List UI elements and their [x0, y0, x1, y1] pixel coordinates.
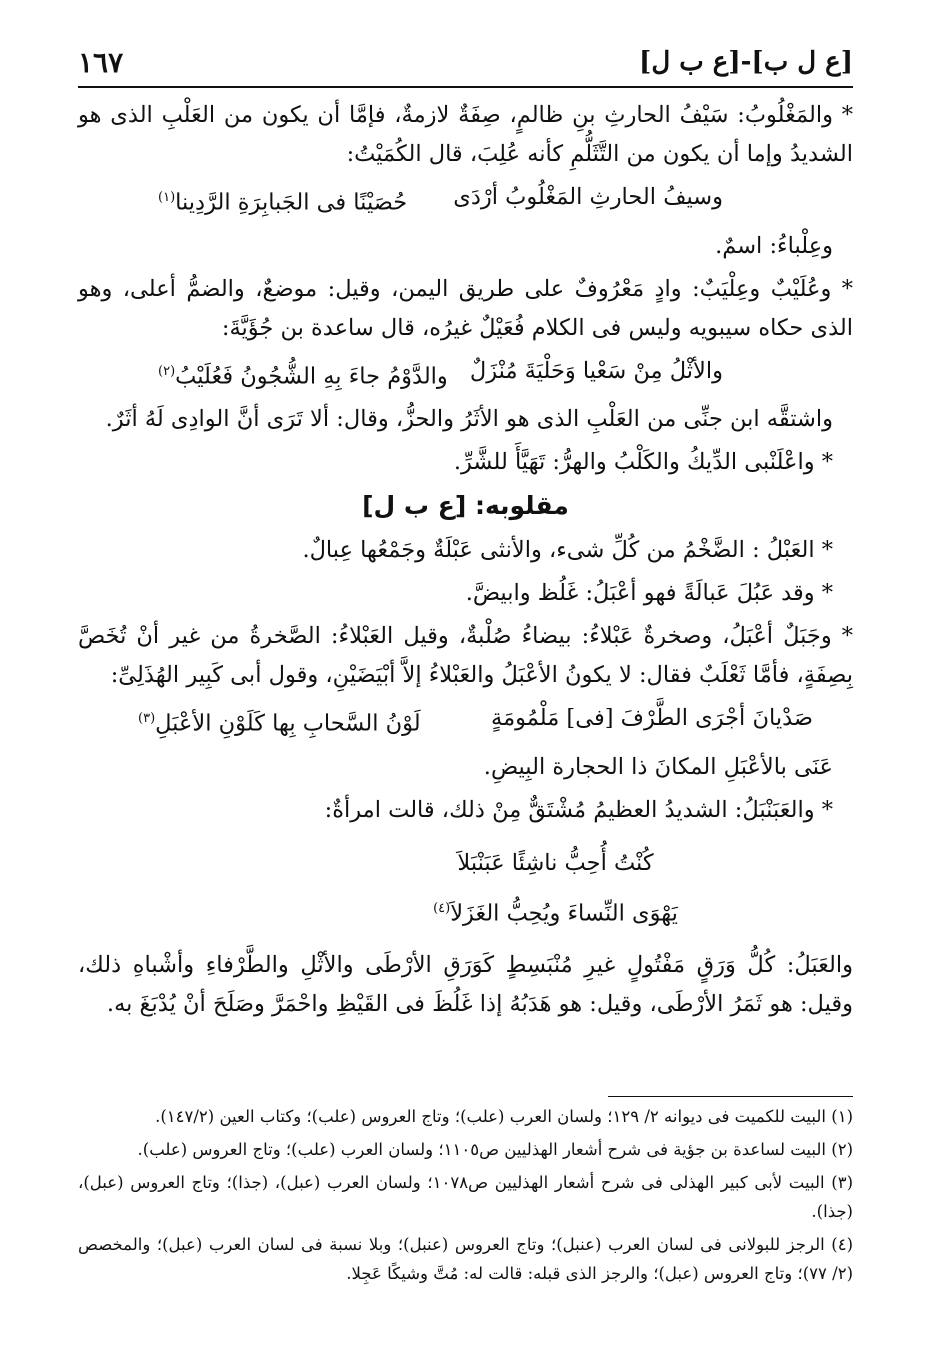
verse-abu-kabir — [78, 699, 853, 744]
verse-text: والدَّوْمُ جاءَ بِهِ الشُّجُونُ فَعُلَيْبُ — [175, 363, 448, 389]
paragraph-ibn-jinni: واشتقَّه ابن جنِّى من العَلْبِ الذى هو الأثَرُ والحزُّ، وقال: ألا تَرَى أنَّ الوادِى لَهُ أثَرٌ. — [105, 406, 833, 432]
verse-text: لَوْنُ السَّحابِ بِها كَلَوْنِ الأعْبَلِ — [155, 710, 421, 737]
paragraph-abula: * وقد عَبُلَ عَبالَةً فهو أعْبَلُ: غَلُظ وابيضَّ. — [465, 580, 833, 606]
paragraph-ilba: وعِلْباءُ: اسمٌ. — [715, 232, 833, 259]
verse-first-hemistich: صَدْيانَ أجْرَى الطَّرْفَ [فى] مَلْمُومَةٍ — [491, 705, 813, 731]
footnotes — [78, 1102, 853, 1292]
body-text — [78, 96, 853, 1028]
rajaz-line-2 — [258, 886, 853, 937]
rajaz-verse — [78, 840, 853, 937]
footnote-2: (٢) البيت لساعدة بن جؤية فى شرح أشعار الهذليين ص١١٠٥؛ ولسان العرب (علب)؛ وتاج العروس (علب). — [137, 1140, 853, 1159]
verse-second-hemistich — [158, 352, 448, 397]
footnote-4: (٤) الرجز للبولانى فى لسان العرب (عنبل)؛ وتاج العروس (عنبل)؛ وبلا نسبة فى لسان العرب (عبل)؛ والمخصص (٢/ ٧٧)؛ وتاج العروس (عبل)؛ والرجز الذى قبله: قالت له: مُتَّ وشيكًا عَجِلا. — [78, 1235, 853, 1283]
footnote-marker: (٢) — [158, 363, 176, 379]
rajaz-line-1: كُنْتُ أُحِبُّ ناشِئًا عَبَنْبَلاَ — [457, 849, 654, 876]
footnote-marker: (١) — [158, 190, 176, 205]
header-rule — [78, 86, 853, 88]
paragraph-jabal-abal: * وجَبَلٌ أعْبَلُ، وصخرةٌ عَبْلاءُ: بيضاءُ صُلْبةٌ، وقيل العَبْلاءُ: الصَّخرةُ من غير أنْ تُخَصَّ بِصِفَةٍ، فأمَّا ثَعْلَبٌ فقال: لا يكونُ الأعْبَلُ والعَبْلاءُ إلاَّ أبْيَضَيْنِ، وقول أبى كَبِير الهُذَلِىِّ: — [78, 623, 853, 688]
footnote-rule — [608, 1096, 853, 1097]
paragraph-ana: عَنَى بالأعْبَلِ المكانَ ذا الحجارة البِيضِ. — [483, 753, 833, 780]
paragraph-abal: والعَبَلُ: كُلُّ وَرَقٍ مَفْتُولٍ غيرِ مُنْبَسِطٍ كَوَرَقِ الأرْطَى والأثْلِ والطَّرْفاءِ وأشْباهِ ذلك، وقيل: هو ثَمَرُ الأرْطَى، وقيل: هو هَدَبُهُ إذا غَلُظَ فى القَيْظِ واحْمَرَّ وصَلَحَ أنْ يُدْبَغَ به. — [78, 952, 853, 1017]
footnote-1: (١) البيت للكميت فى ديوانه ٢/ ١٢٩؛ ولسان العرب (علب)؛ وتاج العروس (علب)؛ وكتاب العين (١٤٧/٢). — [155, 1107, 853, 1126]
verse-first-hemistich: والأثْلُ مِنْ سَعْيا وَحَلْيَةَ مُنْزَلٌ — [469, 357, 723, 384]
footnote-marker: (٣) — [138, 711, 156, 726]
verse-first-hemistich: وسيفُ الحارثِ المَغْلُوبُ أرْدَى — [453, 184, 723, 210]
verse-saida — [78, 352, 853, 397]
rajaz-text: يَهْوَى النِّساءَ ويُحِبُّ الغَزَلاَ — [450, 900, 678, 926]
footnote-3: (٣) البيت لأبى كبير الهذلى فى شرح أشعار الهذليين ص١٠٧٨؛ ولسان العرب (عبل)، (جذا)؛ وتاج العروس (عبل)، (جذا). — [78, 1173, 854, 1221]
paragraph-maghlub: * والمَغْلُوبُ: سَيْفُ الحارثِ بنِ ظالمٍ، صِفَةٌ لازمةٌ، فإمَّا أن يكون من العَلْبِ الذى هو الشديدُ وإما أن يكون من التَّثَلُّمِ كأنه عُلِبَ، قال الكُمَيْتُ: — [78, 102, 853, 167]
verse-text: حُصَيْنًا فى الجَبابِرَةِ الرَّدِينا — [175, 189, 408, 216]
paragraph-abl: * العَبْلُ : الضَّخْمُ من كُلِّ شىء، والأنثى عَبْلَةٌ وجَمْعُها عِبالٌ. — [302, 537, 833, 563]
verse-second-hemistich — [158, 178, 407, 223]
running-head: [ع ل ب]-[ع ب ل] — [639, 47, 853, 77]
paragraph-ilanba: * واعْلَنْبى الدِّيكُ والكَلْبُ والهرُّ: تَهَيَّأَ للشَّرِّ. — [453, 449, 833, 475]
verse-second-hemistich — [138, 699, 421, 744]
footnote-marker: (٤) — [433, 900, 451, 916]
verse-kumayt — [78, 178, 853, 223]
paragraph-abanbal: * والعَبَنْبَلُ: الشديدُ العظيمُ مُشْتَقٌّ مِنْ ذلك، قالت امرأةٌ: — [324, 796, 833, 823]
page-header — [78, 40, 853, 84]
paragraph-ulayb: * وعُلَيْبٌ وعِلْيَبٌ: وادٍ مَعْرُوفٌ على طريق اليمن، وقيل: موضعٌ، والضمُّ أعلى، وهو الذى حكاه سيبويه وليس فى الكلام فُعَيْلٌ غيرُه، قال ساعدة بن جُؤَيَّةَ: — [78, 275, 853, 341]
page-number: ١٦٧ — [78, 45, 124, 79]
section-heading: مقلوبه: [ع ب ل] — [362, 491, 569, 520]
